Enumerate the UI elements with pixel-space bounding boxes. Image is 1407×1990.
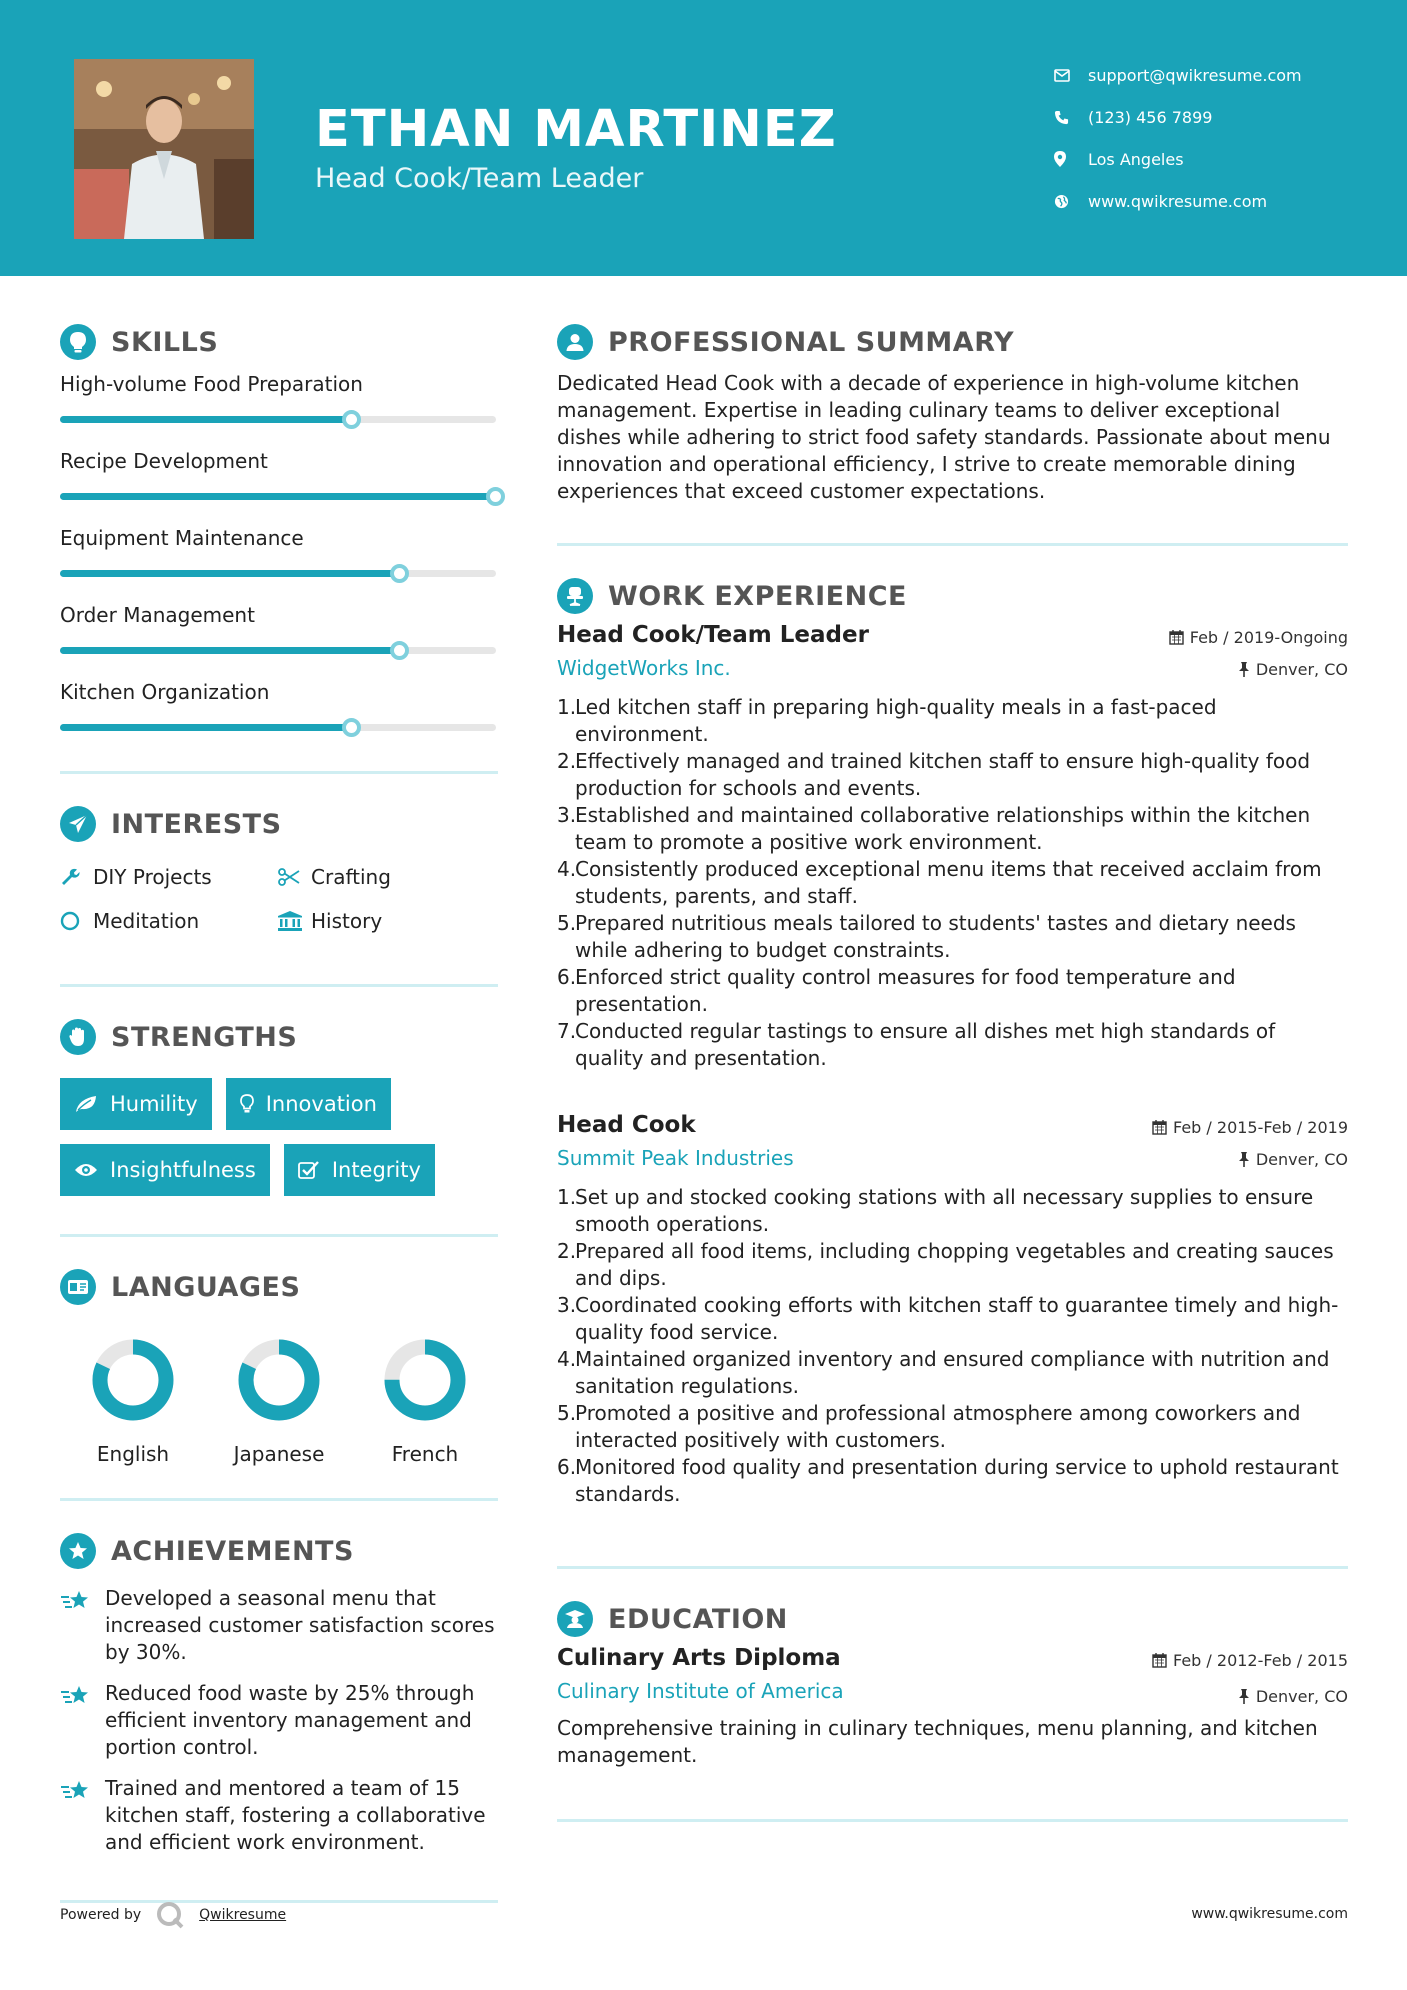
contact-email-text: support@qwikresume.com <box>1088 65 1302 85</box>
job-dates <box>1152 1118 1348 1139</box>
education-dates <box>1152 1651 1348 1672</box>
strength-label: Insightfulness <box>110 1158 256 1182</box>
skill-bar-fill <box>60 724 352 731</box>
skill-bar <box>60 416 496 423</box>
interests-header <box>60 802 498 846</box>
skill-bar-fill <box>60 570 400 577</box>
skill-bar-knob <box>390 564 409 583</box>
experience-section <box>557 574 1348 1508</box>
job-bullet: 6. Enforced strict quality control measures for food temperature and presentation. <box>557 965 1236 1016</box>
star-badge-icon <box>60 1533 96 1569</box>
qwikresume-logo-icon <box>155 1900 185 1930</box>
languages-title: LANGUAGES <box>111 1271 301 1303</box>
job-bullet: 2. Prepared all food items, including chopping vegetables and creating sauces and dips. <box>557 1239 1334 1290</box>
job-location-text: Denver, CO <box>1255 660 1348 679</box>
achievement-text: Reduced food waste by 25% through efficient inventory management and portion control. <box>105 1681 475 1759</box>
skill-name: Recipe Development <box>60 449 268 473</box>
skill-bar-fill <box>60 493 496 500</box>
achievements-header <box>60 1529 498 1573</box>
map-pin-icon <box>1054 151 1088 167</box>
language-donut <box>89 1336 177 1424</box>
contact-location <box>1054 138 1374 180</box>
contact-info <box>1054 54 1374 222</box>
summary-text: Dedicated Head Cook with a decade of experience in high-volume kitchen management. Expertise in leading culinary teams to deliver exceptional dishes while adhering to strict food safety standards. Passionate about menu innovation and operational efficiency, I strive to create memorable dining experiences that exceed customer expectations. <box>557 371 1331 503</box>
job-bullet: 5. Promoted a positive and professional atmosphere among coworkers and interacted positively with customers. <box>557 1401 1301 1452</box>
education-entry <box>557 1645 1348 1769</box>
job-bullet: 3. Established and maintained collaborative relationships within the kitchen team to promote a positive work environment. <box>557 803 1311 854</box>
achievement-item <box>60 1585 498 1666</box>
education-school: Culinary Institute of America <box>557 1679 844 1703</box>
interest-item <box>278 862 496 892</box>
achievement-item <box>60 1775 498 1856</box>
section-divider <box>557 1566 1348 1569</box>
strengths-header <box>60 1015 498 1059</box>
job-entry <box>557 1112 1348 1508</box>
skill-bar-knob <box>390 641 409 660</box>
strength-tag <box>226 1078 391 1130</box>
job-company: Summit Peak Industries <box>557 1146 794 1170</box>
footer-website[interactable]: www.qwikresume.com <box>1191 1906 1348 1922</box>
interest-item <box>60 906 278 936</box>
interest-item <box>278 906 496 936</box>
languages-section <box>60 1265 498 1466</box>
pushpin-icon <box>1238 1689 1250 1708</box>
achievement-item <box>60 1680 498 1761</box>
right-column <box>557 320 1348 1822</box>
education-header <box>557 1597 1348 1641</box>
interest-label: DIY Projects <box>93 865 212 889</box>
strength-tag <box>60 1078 212 1130</box>
left-column <box>60 320 498 1856</box>
contact-website[interactable] <box>1054 180 1374 222</box>
contact-phone-text: (123) 456 7899 <box>1088 107 1213 127</box>
job-bullets <box>557 694 1348 1072</box>
job-title: Head Cook <box>557 1112 696 1138</box>
envelope-icon <box>1054 69 1088 82</box>
summary-header <box>557 320 1348 364</box>
skill-bar <box>60 724 496 731</box>
skill-name: High-volume Food Preparation <box>60 372 363 396</box>
leaf-icon <box>74 1095 98 1113</box>
scissors-icon <box>278 868 311 886</box>
contact-location-text: Los Angeles <box>1088 149 1184 169</box>
job-dates-text: Feb / 2019-Ongoing <box>1189 628 1348 647</box>
section-divider <box>60 984 498 987</box>
qwikresume-link[interactable]: Qwikresume <box>199 1907 287 1923</box>
candidate-role: Head Cook/Team Leader <box>315 163 644 194</box>
skill-name: Equipment Maintenance <box>60 526 304 550</box>
skill-name: Kitchen Organization <box>60 680 270 704</box>
job-dates <box>1169 628 1348 649</box>
job-bullet: 7. Conducted regular tastings to ensure all dishes met high standards of quality and presentation. <box>557 1019 1276 1070</box>
section-divider <box>60 1498 498 1501</box>
skill-item <box>60 522 498 599</box>
section-divider <box>60 771 498 774</box>
skill-bar <box>60 493 496 500</box>
strength-tag <box>60 1144 270 1196</box>
job-bullet: 1. Led kitchen staff in preparing high-quality meals in a fast-paced environment. <box>557 695 1217 746</box>
skill-bar <box>60 647 496 654</box>
summary-section <box>557 320 1348 505</box>
skill-item <box>60 368 498 445</box>
education-section <box>557 1597 1348 1769</box>
job-bullet: 6. Monitored food quality and presentation during service to uphold restaurant standards. <box>557 1455 1339 1506</box>
lightbulb-icon <box>240 1094 254 1114</box>
education-dates-text: Feb / 2012-Feb / 2015 <box>1173 1651 1348 1670</box>
achievements-section <box>60 1529 498 1856</box>
education-degree: Culinary Arts Diploma <box>557 1645 841 1671</box>
language-name: French <box>391 1442 459 1466</box>
globe-icon <box>1054 194 1088 209</box>
experience-header <box>557 574 1348 618</box>
chair-icon <box>557 578 593 614</box>
contact-website-text: www.qwikresume.com <box>1088 191 1268 211</box>
achievements-title: ACHIEVEMENTS <box>111 1535 354 1567</box>
pushpin-icon <box>1238 1152 1250 1171</box>
education-location <box>1238 1687 1348 1708</box>
calendar-icon <box>1152 1653 1167 1672</box>
strength-label: Innovation <box>265 1092 377 1116</box>
graduate-icon <box>557 1601 593 1637</box>
skill-item <box>60 599 498 676</box>
achievement-text: Trained and mentored a team of 15 kitchen staff, fostering a collaborative and efficient work environment. <box>105 1776 486 1854</box>
language-item <box>352 1336 498 1466</box>
strength-label: Humility <box>110 1092 198 1116</box>
contact-phone[interactable] <box>1054 96 1374 138</box>
job-bullet: 5. Prepared nutritious meals tailored to students' tastes and dietary needs while adhering to budget constraints. <box>557 911 1296 962</box>
interests-section <box>60 802 498 936</box>
phone-icon <box>1054 110 1088 125</box>
hand-icon <box>60 1019 96 1055</box>
section-divider <box>557 1819 1348 1822</box>
language-item <box>60 1336 206 1466</box>
paper-plane-icon <box>60 806 96 842</box>
job-bullet: 2. Effectively managed and trained kitchen staff to ensure high-quality food production for schools and events. <box>557 749 1311 800</box>
check-square-icon <box>298 1160 320 1180</box>
section-divider <box>60 1234 498 1237</box>
pushpin-icon <box>1238 662 1250 681</box>
footer-branding <box>60 1900 286 1930</box>
interest-item <box>60 862 278 892</box>
language-donut <box>381 1336 469 1424</box>
lightbulb-icon <box>60 324 96 360</box>
shooting-star-icon <box>60 1775 105 1856</box>
skill-bar-fill <box>60 416 352 423</box>
museum-icon <box>278 911 311 931</box>
experience-title: WORK EXPERIENCE <box>608 580 907 612</box>
job-bullet: 1. Set up and stocked cooking stations with all necessary supplies to ensure smooth operations. <box>557 1185 1314 1236</box>
skill-bar <box>60 570 496 577</box>
summary-title: PROFESSIONAL SUMMARY <box>608 326 1015 358</box>
job-location-text: Denver, CO <box>1255 1150 1348 1169</box>
language-name: English <box>96 1442 170 1466</box>
calendar-icon <box>1169 630 1184 649</box>
skill-bar-knob <box>342 718 361 737</box>
eye-icon <box>74 1162 98 1178</box>
skills-title: SKILLS <box>111 326 219 358</box>
job-bullets <box>557 1184 1348 1508</box>
language-icon <box>60 1269 96 1305</box>
interest-label: Meditation <box>93 909 200 933</box>
job-dates-text: Feb / 2015-Feb / 2019 <box>1173 1118 1348 1137</box>
strengths-title: STRENGTHS <box>111 1021 298 1053</box>
job-bullet: 3. Coordinated cooking efforts with kitchen staff to guarantee timely and high-quality food service. <box>557 1293 1339 1344</box>
job-company: WidgetWorks Inc. <box>557 656 731 680</box>
profile-photo <box>74 59 254 239</box>
education-location-text: Denver, CO <box>1255 1687 1348 1706</box>
skills-section <box>60 320 498 753</box>
skill-item <box>60 445 498 522</box>
skill-bar-knob <box>342 410 361 429</box>
language-item <box>206 1336 352 1466</box>
contact-email[interactable] <box>1054 54 1374 96</box>
job-entry <box>557 622 1348 1072</box>
candidate-name: ETHAN MARTINEZ <box>315 100 837 159</box>
job-title: Head Cook/Team Leader <box>557 622 869 648</box>
interest-label: Crafting <box>311 865 391 889</box>
skill-bar-fill <box>60 647 400 654</box>
job-location <box>1238 1150 1348 1171</box>
section-divider <box>557 543 1348 546</box>
language-name: Japanese <box>233 1442 325 1466</box>
languages-header <box>60 1265 498 1309</box>
interest-label: History <box>311 909 383 933</box>
shooting-star-icon <box>60 1680 105 1761</box>
user-icon <box>557 324 593 360</box>
skill-item <box>60 676 498 753</box>
powered-by-text: Powered by <box>60 1907 142 1923</box>
strength-tag <box>284 1144 435 1196</box>
calendar-icon <box>1152 1120 1167 1139</box>
strengths-section <box>60 1015 498 1196</box>
job-bullet: 4. Maintained organized inventory and ensured compliance with nutrition and sanitation regulations. <box>557 1347 1330 1398</box>
skill-name: Order Management <box>60 603 255 627</box>
job-bullet: 4. Consistently produced exceptional menu items that received acclaim from students, parents, and staff. <box>557 857 1322 908</box>
education-title: EDUCATION <box>608 1603 788 1635</box>
job-location <box>1238 660 1348 681</box>
skill-bar-knob <box>486 487 505 506</box>
resume-header <box>0 0 1407 276</box>
achievement-text: Developed a seasonal menu that increased customer satisfaction scores by 30%. <box>105 1586 495 1664</box>
language-donut <box>235 1336 323 1424</box>
education-description: Comprehensive training in culinary techniques, menu planning, and kitchen management. <box>557 1716 1318 1767</box>
skills-header <box>60 320 498 364</box>
circle-icon <box>60 911 93 931</box>
wrench-icon <box>60 867 93 887</box>
interests-title: INTERESTS <box>111 808 282 840</box>
shooting-star-icon <box>60 1585 105 1666</box>
strength-label: Integrity <box>331 1158 421 1182</box>
